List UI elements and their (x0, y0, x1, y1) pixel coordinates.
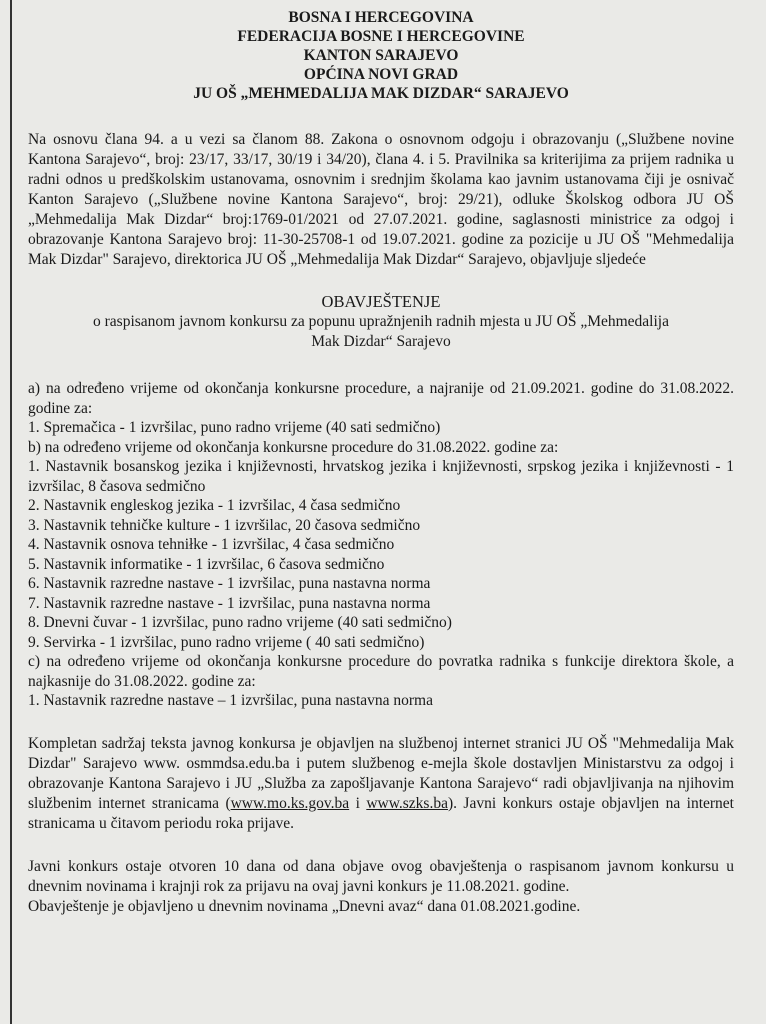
notice-subtitle-line-2: Mak Dizdar“ Sarajevo (311, 333, 451, 350)
list-item: 1. Spremačica - 1 izvršilac, puno radno vrijeme (40 sati sedmično) (28, 419, 441, 436)
list-item: 4. Nastavnik osnova tehniłke - 1 izvršilac, 4 časa sedmično (28, 536, 395, 553)
list-item: 1. Nastavnik bosanskog jezika i književnosti, hrvatskog jezika i književnosti, srpskog jezika i književnosti - 1 izvršilac, 8 časova sedmično (28, 458, 734, 495)
list-item: 1. Nastavnik razredne nastave – 1 izvršilac, puna nastavna norma (28, 692, 433, 709)
notice-subtitle-line-1: o raspisanom javnom konkursu za popunu upražnjenih radnih mjesta u JU OŠ „Mehmedalija (93, 313, 669, 330)
publication-date-paragraph: Obavještenje je objavljeno u dnevnim novinama „Dnevni avaz“ dana 01.08.2021.godine. (28, 897, 581, 915)
section-a-heading: a) na određeno vrijeme od okončanja konkursne procedure, a najranije od 21.09.2021. godine do 31.08.2022. godine za: (28, 380, 734, 417)
publication-text-2: ). Javni konkurs ostaje objavljen na internet stranicama u čitavom periodu roka prijave. (28, 794, 734, 832)
intro-paragraph: Na osnovu člana 94. a u vezi sa članom 88. Zakona o osnovnom odgoju i obrazovanju („Službene novine Kantona Sarajevo“, broj: 23/17, 33/17, 30/19 i 34/20), člana 4. i 5. Pravilnika sa kriterijima za prijem radnika u radni odnos u predškolskim ustanovama, osnovnim i srednjim školama kao javnim ustanovama čiji je osnivač Kanton Sarajevo („Službene novine Kantona Sarajevo“, broj: 29/21), odluke Školskog odbora JU OŠ „Mehmedalija Mak Dizdar“ broj:1769-01/2021 od 27.07.2021. godine, saglasnosti ministrice za odgoj i obrazovanje Kantona Sarajevo broj: 11-30-25708-1 od 19.07.2021. godine za pozicije u JU OŠ "Mehmedalija Mak Dizdar" Sarajevo, direktorica JU OŠ „Mehmedalija Mak Dizdar“ Sarajevo, objavljuje sljedeće (28, 131, 734, 268)
list-item: 3. Nastavnik tehničke kulture - 1 izvršilac, 20 časova sedmično (28, 516, 421, 534)
section-b-heading: b) na određeno vrijeme od okončanja konkursne procedure do 31.08.2022. godine za: (28, 438, 559, 456)
publication-text-and: i (349, 794, 367, 812)
list-item: 8. Dnevni čuvar - 1 izvršilac, puno radno vrijeme (40 sati sedmično) (28, 614, 452, 631)
ministry-website-link[interactable]: www.mo.ks.gov.ba (230, 794, 350, 812)
document-header (28, 8, 734, 103)
header-line-school: JU OŠ „MEHMEDALIJA MAK DIZDAR“ SARAJEVO (193, 85, 569, 102)
publication-text-1: Kompletan sadržaj teksta javnog konkursa je objavljen na službenoj internet stranici JU OŠ "Mehmedalija Mak Dizdar" Sarajevo www. osmmdsa.edu.ba i putem službenog e-mejla škole dostavljen Ministarstvu za odgoj i obrazovanje Kantona Sarajevo i JU „Služba za zapošljavanje Kantona Sarajevo“ radi objavljivanja na njihovim službenim internet stranicama ( (28, 734, 734, 812)
notice-title: OBAVJEŠTENJE (321, 292, 441, 311)
header-line-municipality: OPĆINA NOVI GRAD (303, 66, 459, 83)
header-line-canton: KANTON SARAJEVO (303, 47, 459, 64)
employment-service-website-link[interactable]: www.szks.ba (366, 794, 448, 812)
list-item: 7. Nastavnik razredne nastave - 1 izvršilac, puna nastavna norma (28, 594, 431, 612)
publication-paragraph (28, 734, 734, 834)
positions-list (28, 379, 734, 711)
header-line-federation: FEDERACIJA BOSNE I HERCEGOVINE (237, 28, 525, 45)
list-item: 9. Servirka - 1 izvršilac, puno radno vrijeme ( 40 sati sedmično) (28, 633, 425, 651)
header-line-country: BOSNA I HERCEGOVINA (288, 9, 474, 26)
section-c-heading: c) na određeno vrijeme od okončanja konkursne procedure do povratka radnika s funkcije direktora škole, a najkasnije do 31.08.2022. godine za: (28, 653, 734, 690)
deadline-paragraph: Javni konkurs ostaje otvoren 10 dana od dana objave ovog obavještenja o raspisanom javnom konkursu u dnevnim novinama i krajnji rok za prijavu na ovaj javni konkurs je 11.08.2021. godine. (28, 857, 734, 895)
list-item: 2. Nastavnik engleskog jezika - 1 izvršilac, 4 časa sedmično (28, 497, 401, 514)
list-item: 5. Nastavnik informatike - 1 izvršilac, 6 časova sedmično (28, 555, 385, 573)
list-item: 6. Nastavnik razredne nastave - 1 izvršilac, puna nastavna norma (28, 575, 431, 592)
left-border-line (10, 0, 12, 1024)
